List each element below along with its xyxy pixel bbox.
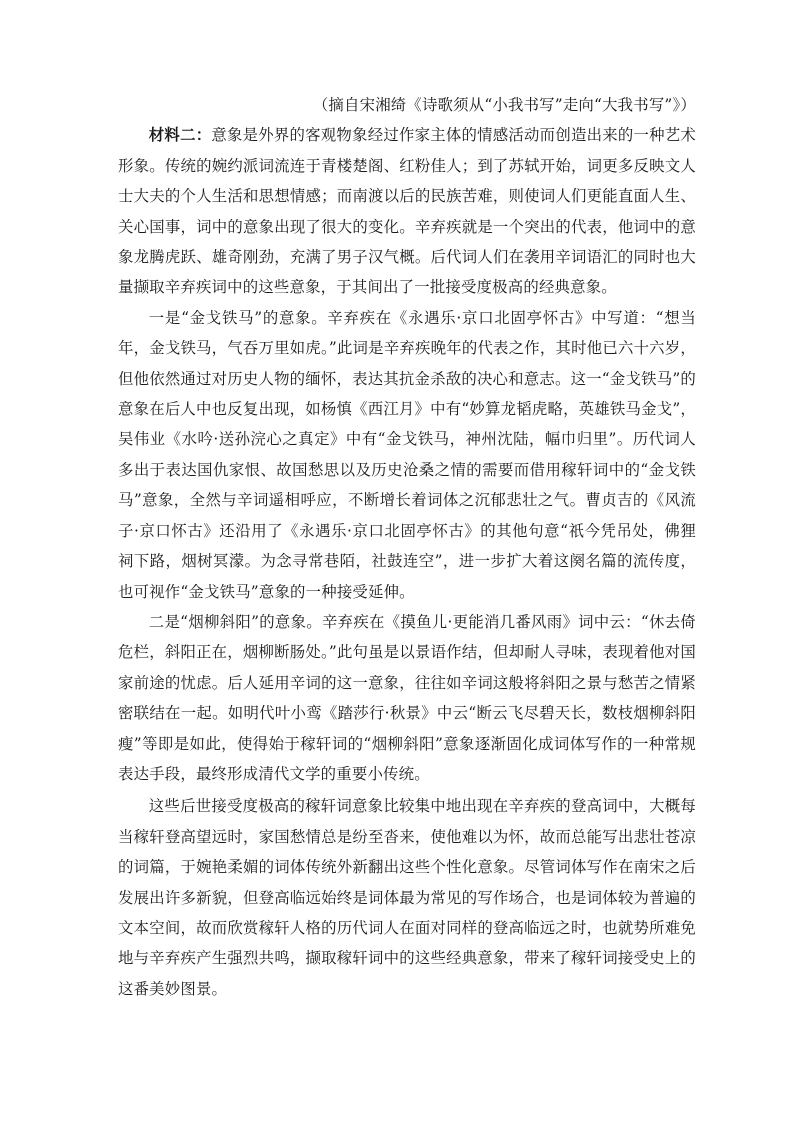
material-two-label: 材料二： bbox=[148, 126, 212, 145]
paragraph-misty-willow: 二是“烟柳斜阳”的意象。辛弃疾在《摸鱼儿·更能消几番风雨》词中云：“休去倚危栏，斜阳正在，烟柳断肠处。”此句虽是以景语作结，但却耐人寻味，表现着他对国家前途的忧虑。后人延用辛词的这一意象，往往如辛词这般将斜阳之景与愁苦之情紧密联结在一起。如明代叶小鸾《踏莎行·秋景》中云“断云飞尽碧天长，数枝烟柳斜阳瘦”等即是如此，使得始于稼轩词的“烟柳斜阳”意象逐渐固化成词体写作的一种常规表达手段，最终形成清代文学的重要小传统。 bbox=[118, 612, 696, 783]
paragraph-conclusion: 这些后世接受度极高的稼轩词意象比较集中地出现在辛弃疾的登高词中，大概每当稼轩登高望远时，家国愁情总是纷至沓来，使他难以为怀，故而总能写出悲壮苍凉的词篇，于婉艳柔媚的词体传统外新翻出这些个性化意象。尽管词体写作在南宋之后发展出许多新貌，但登高临远始终是词体最为常见的写作场合，也是词体较为普遍的文本空间，故而欣赏稼轩人格的历代词人在面对同样的登高临远之时，也就势所难免地与辛弃疾产生强烈共鸣，撷取稼轩词中的这些经典意象，带来了稼轩词接受史上的这番美妙图景。 bbox=[118, 797, 696, 998]
source-citation: （摘自宋湘绮《诗歌须从“小我书写”走向“大我书写”》） bbox=[312, 96, 696, 114]
material-two-intro bbox=[118, 120, 696, 302]
document-page bbox=[118, 90, 696, 1004]
paragraph-text: 意象是外界的客观物象经过作家主体的情感活动而创造出来的一种艺术形象。传统的婉约派词流连于青楼楚阁、红粉佳人；到了苏轼开始，词更多反映文人士大夫的个人生活和思想情感；而南渡以后的民族苦难，则使词人们更能直面人生、关心国事，词中的意象出现了很大的变化。辛弃疾就是一个突出的代表，他词中的意象龙腾虎跃、雄奇刚劲，充满了男子汉气概。后代词人们在袭用辛词语汇的同时也大量撷取辛弃疾词中的这些意象，于其间出了一批接受度极高的经典意象。 bbox=[118, 126, 696, 297]
paragraph-golden-spear: 一是“金戈铁马”的意象。辛弃疾在《永遇乐·京口北固亭怀古》中写道：“想当年，金戈铁马，气吞万里如虎。”此词是辛弃疾晚年的代表之作，其时他已六十六岁，但他依然通过对历史人物的缅怀，表达其抗金杀敌的决心和意志。这一“金戈铁马”的意象在后人中也反复出现，如杨慎《西江月》中有“妙算龙韬虎略，英雄铁马金戈”，吴伟业《水吟·送孙浣心之真定》中有“金戈铁马，神州沈陆，幅巾归里”。历代词人多出于表达国仇家恨、故国愁思以及历史沧桑之情的需要而借用稼轩词中的“金戈铁马”意象，全然与辛词遥相呼应，不断增长着词体之沉郁悲壮之气。曹贞吉的《风流子·京口怀古》还沿用了《永遇乐·京口北固亭怀古》的其他句意“祇今凭吊处，佛狸祠下路，烟树冥濛。为念寻常巷陌，社鼓连空”，进一步扩大着这阕名篇的流传度，也可视作“金戈铁马”意象的一种接受延伸。 bbox=[118, 308, 696, 601]
